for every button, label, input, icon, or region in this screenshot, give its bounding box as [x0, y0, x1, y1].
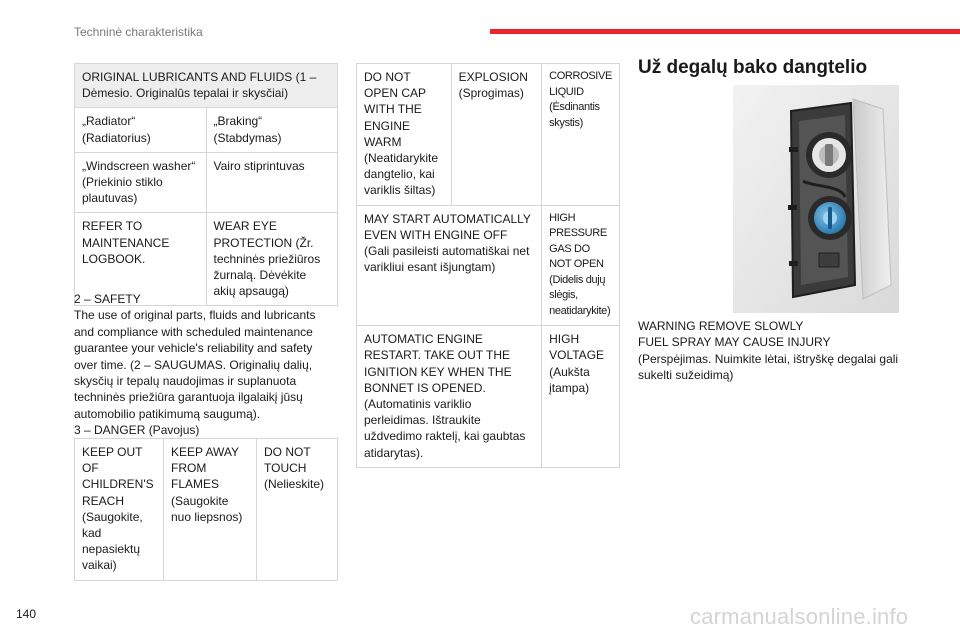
table-cell: WEAR EYE PROTECTION (Žr. techninės priežiūros žurnalą. Dėvėkite akių apsaugą): [206, 213, 338, 306]
table-cell: MAY START AUTOMATICALLY EVEN WITH ENGINE OFF (Gali pasileisti automatiškai net varikliui esant išjungtam): [357, 205, 542, 326]
lubricants-table: [74, 63, 338, 306]
fuel-warning-line2: FUEL SPRAY MAY CAUSE INJURY: [638, 335, 831, 350]
safety-body: The use of original parts, fluids and lubricants and compliance with scheduled maintenance guarantee your vehicle's reliability and safety over time. (2 – SAUGUMAS. Originalių dalių, skysčių ir tepalų naudojimas ir suplanuota techninės priežiūra garantuoja ilgalaikį jūsų automobilio patikimumą saugumą).: [74, 308, 316, 421]
table-cell: DO NOT OPEN CAP WITH THE ENGINE WARM (Neatidarykite dangtelio, kai variklis šiltas): [357, 64, 452, 206]
table-cell: EXPLOSION (Sprogimas): [451, 64, 542, 206]
watermark: carmanualsonline.info: [690, 604, 909, 629]
table-cell: AUTOMATIC ENGINE RESTART. TAKE OUT THE IGNITION KEY WHEN THE BONNET IS OPENED. (Automatinis variklio perleidimas. Ištraukite uždvedimo raktelį, kai gaubtas atidarytas).: [357, 326, 542, 468]
table-cell: CORROSIVE LIQUID (Ėsdinantis skystis): [542, 64, 620, 206]
table-cell: „Windscreen washer“ (Priekinio stiklo plautuvas): [75, 152, 207, 213]
table-cell: DO NOT TOUCH (Nelieskite): [257, 439, 338, 581]
fuel-section-title: Už degalų bako dangtelio: [638, 57, 868, 78]
header-accent-bar: [490, 29, 960, 34]
danger-table: [74, 438, 338, 581]
fuel-filler-cap-photo: [733, 85, 899, 313]
table-cell: HIGH PRESSURE GAS DO NOT OPEN (Didelis dujų slėgis, neatidarykite): [542, 205, 620, 326]
header-title: Techninė charakteristika: [74, 25, 203, 39]
table-cell: „Braking“ (Stabdymas): [206, 108, 338, 152]
table-cell: „Radiator“ (Radiatorius): [75, 108, 207, 152]
fuel-warning-line1: WARNING REMOVE SLOWLY: [638, 319, 804, 333]
table-cell: HIGH VOLTAGE (Aukšta įtampa): [542, 326, 620, 468]
warnings-table: [356, 63, 620, 468]
page-number: 140: [16, 607, 37, 621]
table-cell: REFER TO MAINTENANCE LOGBOOK.: [75, 213, 207, 306]
fuel-warning-text: [638, 318, 908, 384]
lubricants-table-header: ORIGINAL LUBRICANTS AND FLUIDS (1 – Dėmesio. Originalūs tepalai ir skysčiai): [75, 64, 338, 108]
table-cell: Vairo stiprintuvas: [206, 152, 338, 213]
fuel-warning-translation: (Perspėjimas. Nuimkite lėtai, ištryškę degalai gali sukelti sužeidimą): [638, 351, 899, 383]
danger-heading: 3 – DANGER (Pavojus): [74, 423, 200, 438]
safety-heading: 2 – SAFETY: [74, 292, 141, 306]
table-cell: KEEP OUT OF CHILDREN'S REACH (Saugokite, kad nepasiektų vaikai): [75, 439, 164, 581]
table-cell: KEEP AWAY FROM FLAMES (Saugokite nuo liepsnos): [164, 439, 257, 581]
safety-text-block: [74, 291, 336, 439]
